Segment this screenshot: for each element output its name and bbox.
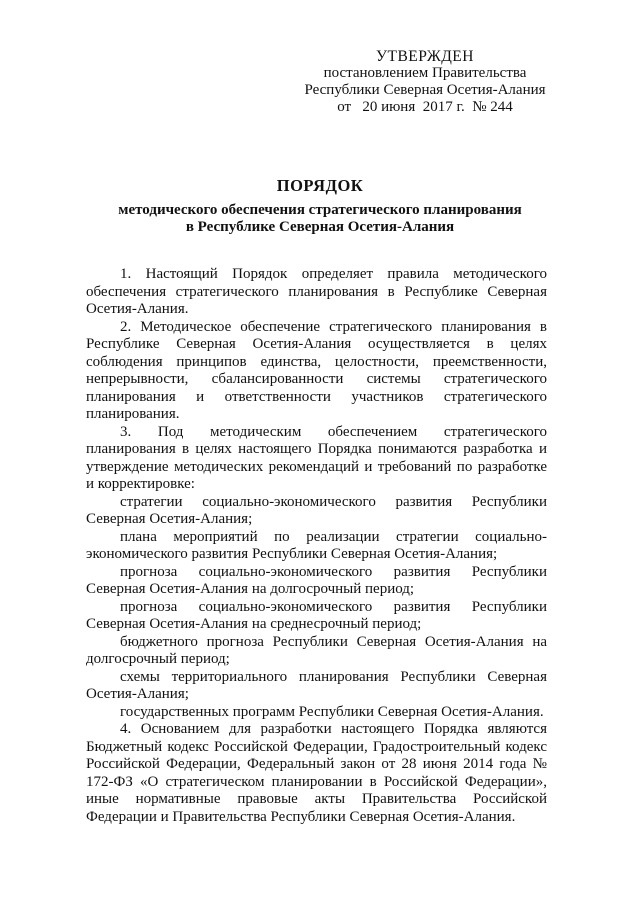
paragraph-2: 2. Методическое обеспечение стратегического планирования в Республике Северная Осетия-Алания осуществляется в целях соблюдения принципов единства, целостности, преемственности, непрерывности, сбалансированности системы стратегического планирования и ответственности участников стратегического планирования. xyxy=(86,318,547,422)
paragraph-4: 4. Основанием для разработки настоящего Порядка являются Бюджетный кодекс Российской Федерации, Градостроительный кодекс Российской Федерации, Федеральный закон от 28 июня 2014 года № 172-ФЗ «О стратегическом планировании в Российской Федерации», иные нормативные правовые акты Правительства Российской Федерации и Правительства Республики Северная Осетия-Алания. xyxy=(86,721,547,825)
document-subtitle-line: в Республике Северная Осетия-Алания xyxy=(185,219,455,235)
document-title: ПОРЯДОК xyxy=(276,176,364,195)
paragraph-1: 1. Настоящий Порядок определяет правила методического обеспечения стратегического планирования в Республике Северная Осетия-Алания. xyxy=(86,266,547,317)
paragraph-3: 3. Под методическим обеспечением стратегического планирования в целях настоящего Порядка понимаются разработка и утверждение методических рекомендаций и требований по разработке и корректировке: xyxy=(86,423,547,492)
approval-stamp xyxy=(300,48,550,116)
list-item-budget-forecast: бюджетного прогноза Республики Северная Осетия-Алания на долгосрочный период; xyxy=(86,633,547,667)
list-item-long-term-forecast: прогноза социально-экономического развития Республики Северная Осетия-Алания на долгосрочный период; xyxy=(86,563,547,597)
approval-date-number: от 20 июня 2017 г. № 244 xyxy=(337,99,513,115)
list-item-strategy: стратегии социально-экономического развития Республики Северная Осетия-Алания; xyxy=(86,493,547,527)
approval-government-line: Республики Северная Осетия-Алания xyxy=(304,82,546,98)
approval-heading: УТВЕРЖДЕН xyxy=(376,48,474,65)
list-item-medium-term-forecast: прогноза социально-экономического развития Республики Северная Осетия-Алания на среднесрочный период; xyxy=(86,598,547,632)
list-item-action-plan: плана мероприятий по реализации стратегии социально-экономического развития Республики Северная Осетия-Алания; xyxy=(86,528,547,562)
list-item-territorial-scheme: схемы территориального планирования Республики Северная Осетия-Алания; xyxy=(86,668,547,702)
list-item-state-programs: государственных программ Республики Северная Осетия-Алания. xyxy=(120,703,544,720)
document-body xyxy=(86,266,547,826)
document-subtitle xyxy=(88,202,552,236)
approval-decree-line: постановлением Правительства xyxy=(323,65,527,81)
document-subtitle-line: методического обеспечения стратегического планирования xyxy=(118,202,522,218)
document-title-block xyxy=(88,176,552,236)
